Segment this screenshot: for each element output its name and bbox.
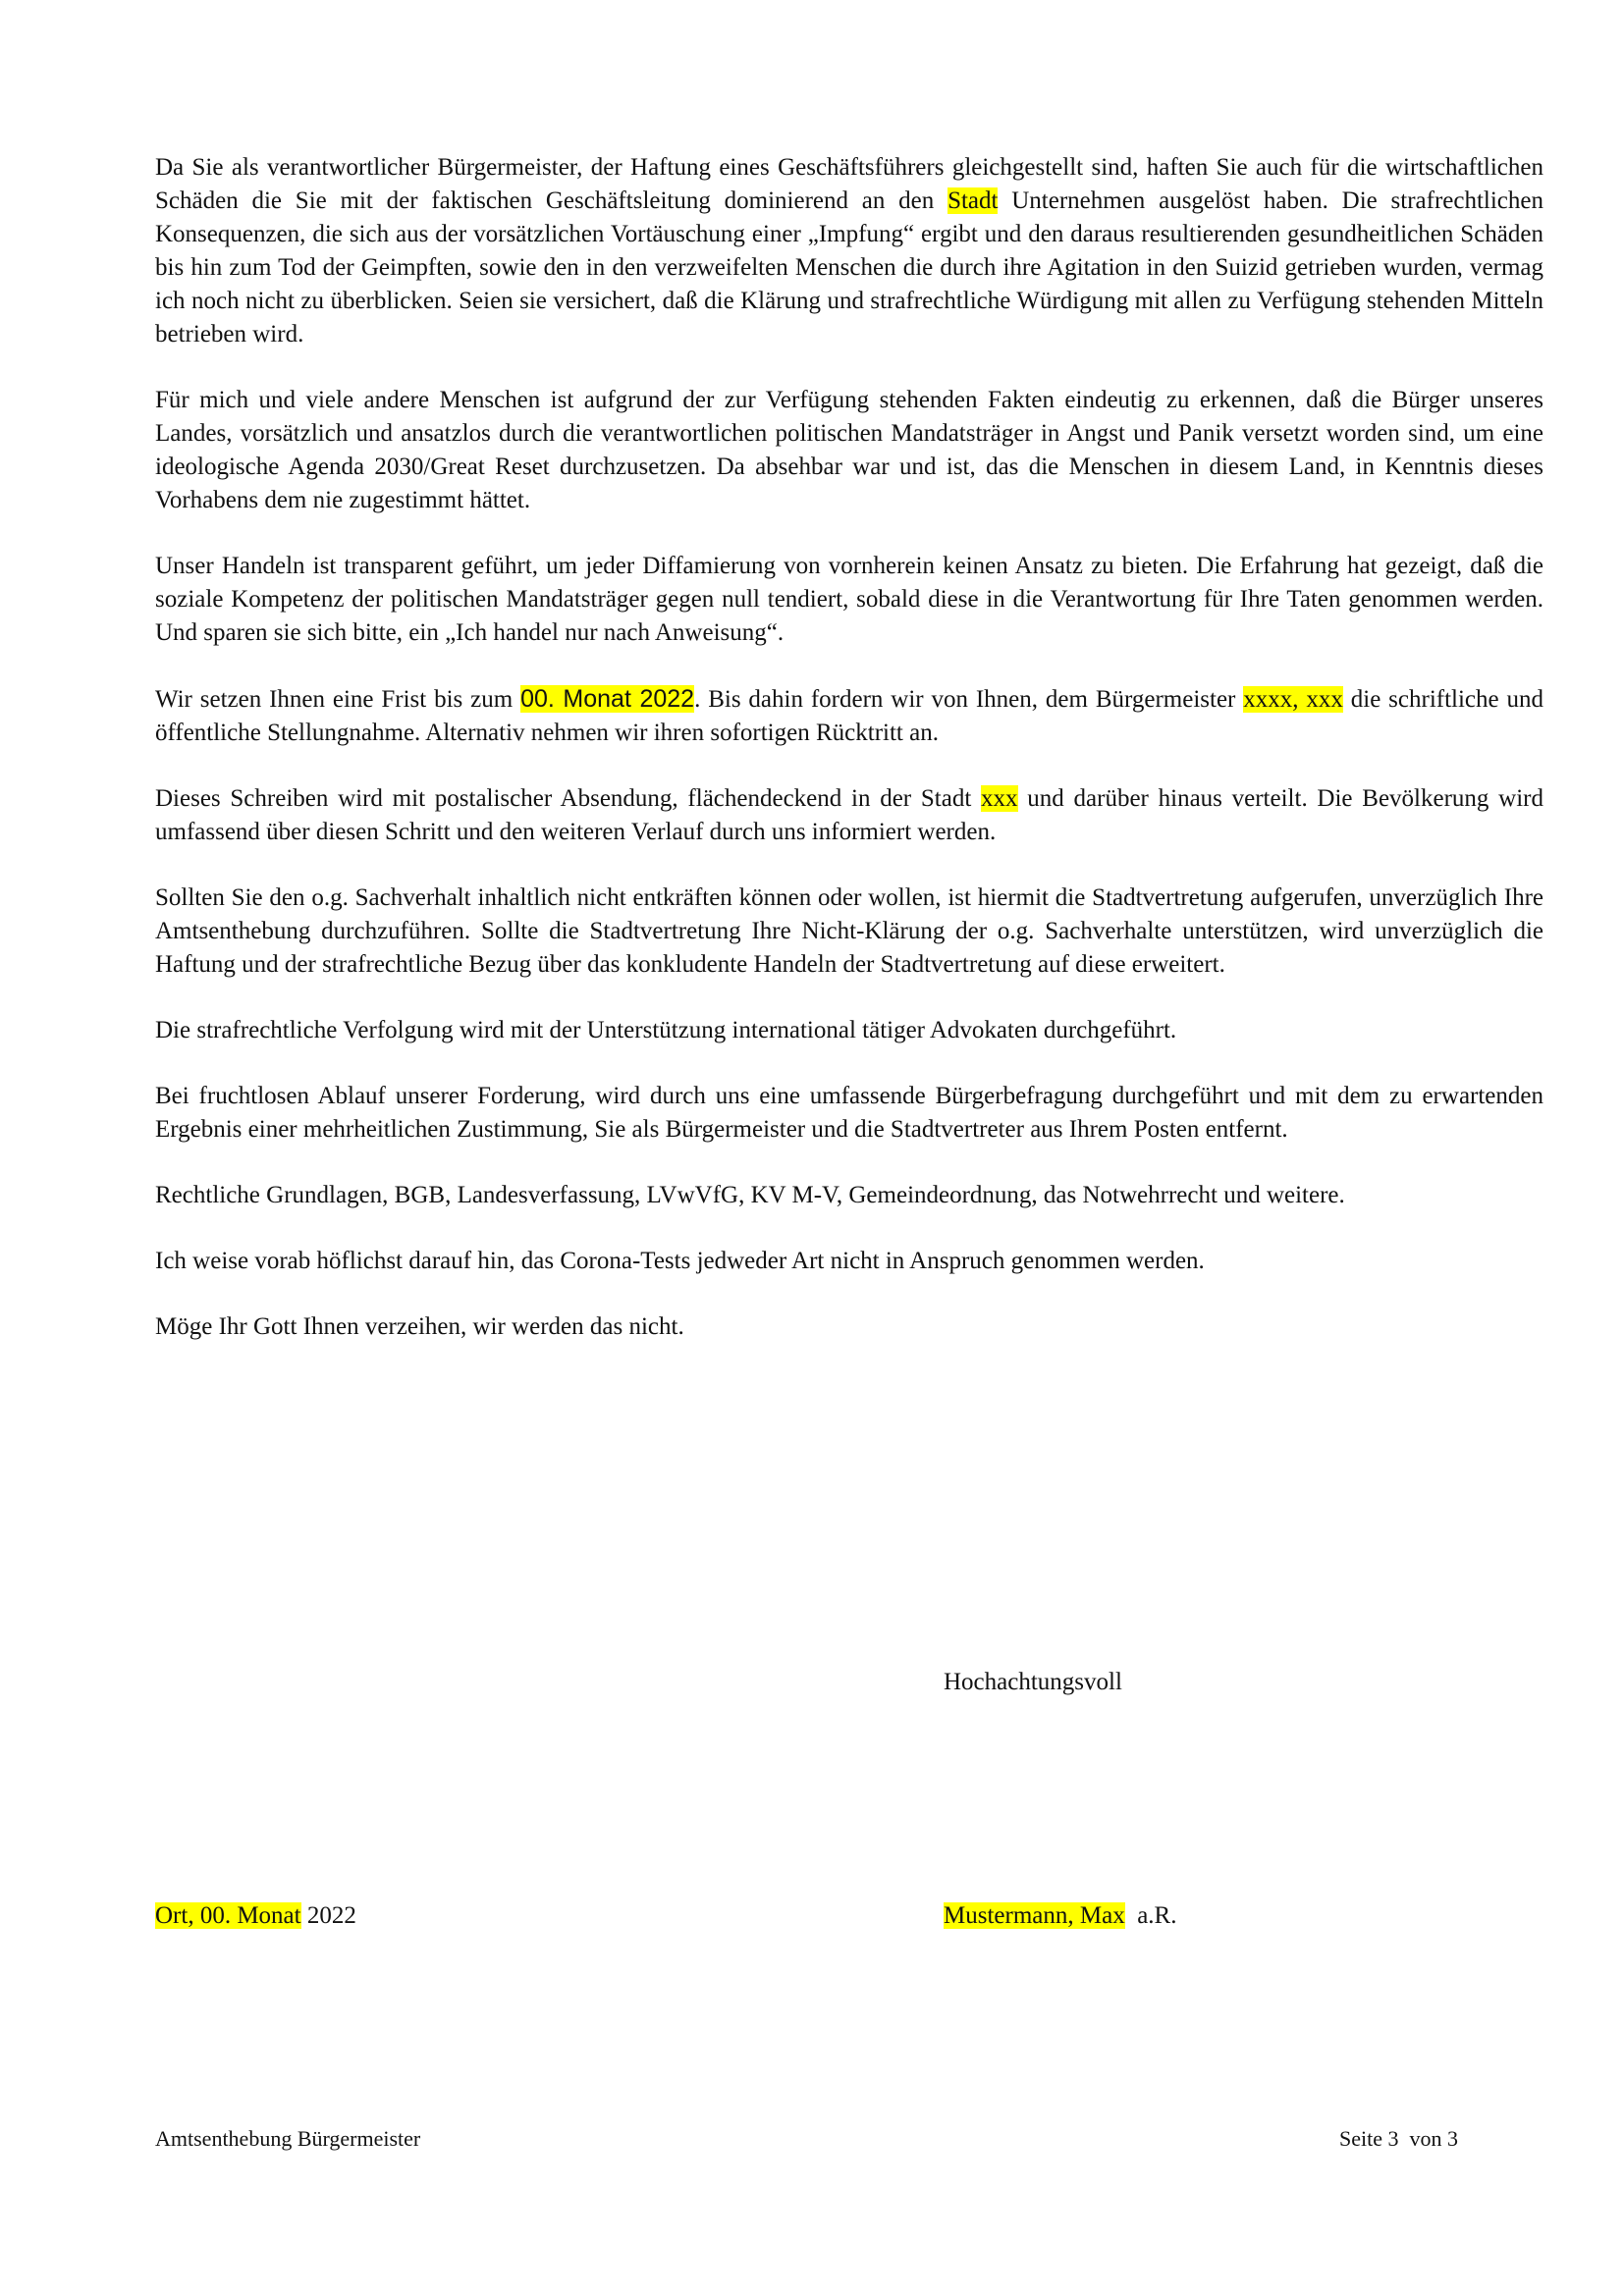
- highlight-city: xxx: [981, 785, 1018, 812]
- highlight-place-date: Ort, 00. Monat: [155, 1902, 301, 1929]
- paragraph-text: . Bis dahin fordern wir von Ihnen, dem Bürgermeister: [694, 686, 1244, 713]
- paragraph-transparency: Unser Handeln ist transparent geführt, um jeder Diffamierung von vornherein keinen Ansatz zu bieten. Die Erfahrung hat gezeigt, daß die soziale Kompetenz der politischen Mandatsträger gegen null tendiert, sobald diese in die Verantwortung für Ihre Taten genommen werden. Und sparen sie sich bitte, ein „Ich handel nur nach Anweisung“.: [155, 553, 1543, 646]
- highlight-stadt: Stadt: [947, 187, 999, 214]
- paragraph-text: Da Sie als verantwortlicher Bürgermeister, der Haftung eines Geschäftsführers gleichgestellt sind, haften Sie auch für die wirtschaftlichen Schäden die Sie mit der faktischen Geschäftsleitung dominierend an den: [155, 154, 1543, 214]
- paragraph-survey: Bei fruchtlosen Ablauf unserer Forderung, wird durch uns eine umfassende Bürgerbefragung durchgeführt und mit dem zu erwartenden Ergebnis einer mehrheitlichen Zustimmung, Sie als Bürgermeister und die Stadtvertreter aus Ihrem Posten entfernt.: [155, 1083, 1543, 1143]
- place-date-year: 2022: [300, 1902, 356, 1929]
- paragraph-deadline: [155, 682, 1543, 750]
- signature-suffix: a.R.: [1124, 1902, 1177, 1929]
- place-date: [155, 1899, 356, 1933]
- highlight-mayor-name: xxxx, xxx: [1243, 686, 1343, 713]
- paragraph-text: Dieses Schreiben wird mit postalischer Absendung, flächendeckend in der Stadt: [155, 785, 982, 812]
- paragraph-closing-remark: Möge Ihr Gott Ihnen verzeihen, wir werden das nicht.: [155, 1313, 684, 1340]
- paragraph-text: die schriftliche und öffentliche Stellungnahme. Alternativ nehmen wir ihren sofortigen Rücktritt an.: [155, 686, 1543, 746]
- signature: [944, 1899, 1176, 1933]
- paragraph-liability: [155, 151, 1543, 351]
- highlight-deadline-date: 00. Monat 2022: [520, 685, 695, 713]
- highlight-signer-name: Mustermann, Max: [944, 1902, 1125, 1929]
- paragraph-tests: Ich weise vorab höflichst darauf hin, das Corona-Tests jedweder Art nicht in Anspruch genommen werden.: [155, 1248, 1205, 1274]
- footer-page-number: Seite 3 von 3: [1339, 2126, 1458, 2151]
- letter-body: [155, 151, 1543, 1376]
- closing-salutation: Hochachtungsvoll: [944, 1669, 1122, 1695]
- paragraph-text: und darüber hinaus verteilt. Die Bevölkerung wird umfassend über diesen Schritt und den weiteren Verlauf durch uns informiert werden.: [155, 785, 1543, 845]
- paragraph-legal-basis: Rechtliche Grundlagen, BGB, Landesverfassung, LVwVfG, KV M-V, Gemeindeordnung, das Notwehrrecht und weitere.: [155, 1182, 1345, 1208]
- paragraph-text: Unternehmen ausgelöst haben. Die strafrechtlichen Konsequenzen, die sich aus der vorsätzlichen Vortäuschung einer „Impfung“ ergibt und den daraus resultierenden gesundheitlichen Schäden bis hin zum Tod der Geimpften, sowie den in den verzweifelten Menschen die durch ihre Agitation in den Suizid getrieben wurden, vermag ich noch nicht zu überblicken. Seien sie versichert, daß die Klärung und strafrechtliche Würdigung mit allen zu Verfügung stehenden Mitteln betrieben wird.: [155, 187, 1543, 347]
- paragraph-distribution: [155, 782, 1543, 849]
- footer-title: Amtsenthebung Bürgermeister: [155, 2126, 421, 2151]
- paragraph-council: Sollten Sie den o.g. Sachverhalt inhaltlich nicht entkräften können oder wollen, ist hiermit die Stadtvertretung aufgerufen, unverzüglich Ihre Amtsenthebung durchzuführen. Sollte die Stadtvertretung Ihre Nicht-Klärung der o.g. Sachverhalte unterstützen, wird unverzüglich die Haftung und der strafrechtliche Bezug über das konkludente Handeln der Stadtvertretung auf diese erweitert.: [155, 884, 1543, 978]
- paragraph-prosecution: Die strafrechtliche Verfolgung wird mit der Unterstützung international tätiger Advokaten durchgeführt.: [155, 1017, 1177, 1043]
- paragraph-text: Wir setzen Ihnen eine Frist bis zum: [155, 686, 521, 713]
- paragraph-facts: Für mich und viele andere Menschen ist aufgrund der zur Verfügung stehenden Fakten eindeutig zu erkennen, daß die Bürger unseres Landes, vorsätzlich und ansatzlos durch die verantwortlichen politischen Mandatsträger in Angst und Panik versetzt worden sind, um eine ideologische Agenda 2030/Great Reset durchzusetzen. Da absehbar war und ist, das die Menschen in diesem Land, in Kenntnis dieses Vorhabens dem nie zugestimmt hättet.: [155, 387, 1543, 513]
